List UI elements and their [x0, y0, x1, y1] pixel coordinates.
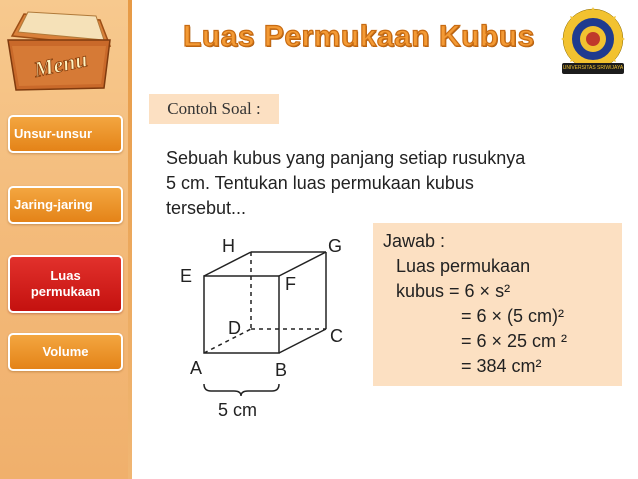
- nav-item-unsur-unsur[interactable]: [8, 115, 123, 153]
- menu-folder-icon[interactable]: [4, 6, 120, 94]
- vertex-label-d: D: [228, 318, 241, 338]
- nav-item-label: Luas permukaan: [30, 268, 101, 299]
- vertex-label-c: C: [330, 326, 343, 346]
- answer-line: = 6 × (5 cm)²: [461, 306, 565, 326]
- vertex-label-a: A: [190, 358, 203, 378]
- sidebar: [0, 0, 132, 479]
- vertex-label-g: G: [328, 236, 343, 256]
- menu-logo-text: Menu: [31, 46, 90, 82]
- cube-diagram: [170, 228, 370, 428]
- edge-length-label: 5 cm: [218, 400, 258, 420]
- nav-item-jaring-jaring[interactable]: [8, 186, 123, 224]
- nav-item-label: Jaring-jaring: [14, 197, 93, 212]
- cube-front-face: [204, 276, 279, 353]
- answer-line: Luas permukaan: [396, 256, 531, 276]
- dimension-brace: [204, 384, 279, 396]
- vertex-label-e: E: [180, 266, 193, 286]
- vertex-label-b: B: [275, 360, 288, 380]
- cube-edge: [279, 252, 326, 276]
- answer-line: kubus = 6 × s²: [396, 281, 511, 301]
- nav-item-label: Volume: [42, 344, 89, 359]
- nav-item-luas-permukaan[interactable]: [8, 255, 123, 313]
- vertex-label-h: H: [222, 236, 235, 256]
- nav-item-label: Unsur-unsur: [14, 126, 92, 141]
- answer-line: = 384 cm²: [461, 356, 542, 376]
- question-line: Sebuah kubus yang panjang setiap rusuknya: [166, 148, 526, 168]
- question-line: 5 cm. Tentukan luas permukaan kubus: [166, 173, 474, 193]
- answer-heading: Jawab :: [383, 231, 446, 251]
- nav-item-volume[interactable]: [8, 333, 123, 371]
- question-text: [166, 146, 606, 221]
- answer-line: = 6 × 25 cm ²: [461, 331, 568, 351]
- example-label: Contoh Soal :: [149, 94, 279, 124]
- seal-banner: UNIVERSITAS SRIWIJAYA: [562, 63, 624, 74]
- vertex-label-f: F: [285, 274, 296, 294]
- question-line: tersebut...: [166, 198, 247, 218]
- cube-edge: [279, 329, 326, 353]
- answer-box: [373, 223, 622, 386]
- page-title: Luas Permukaan Kubus: [183, 20, 535, 53]
